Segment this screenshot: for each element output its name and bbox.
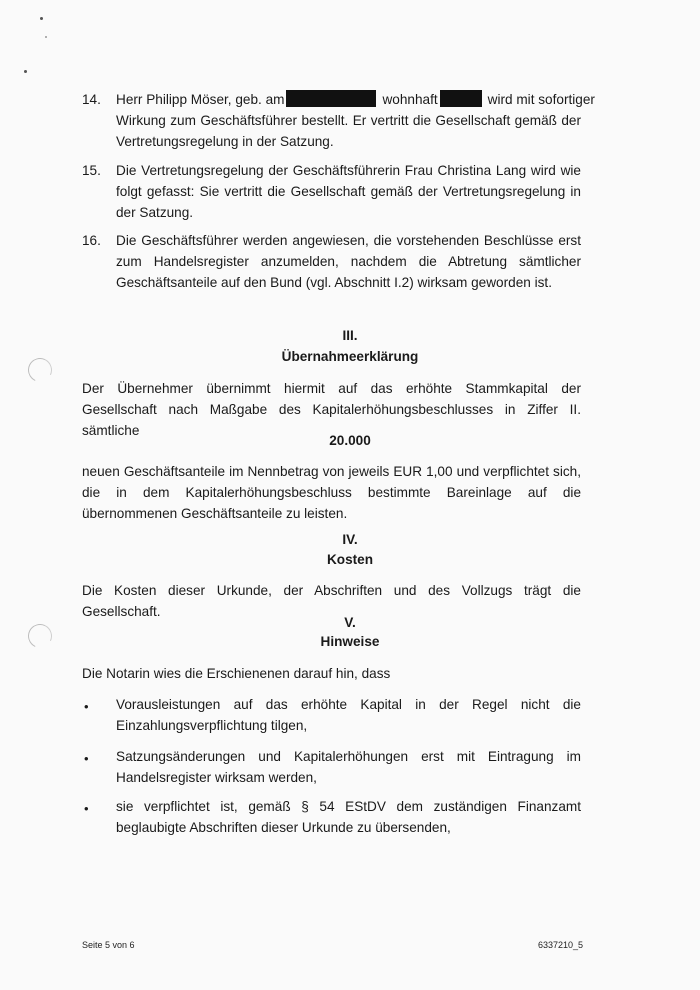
scan-speck [40, 17, 43, 20]
item-number: 14. [82, 92, 101, 107]
item-14-rest: Wirkung zum Geschäftsführer bestellt. Er vertritt die Gesellschaft gemäß der Vertretungsregelung in der Satzung. [116, 113, 581, 149]
share-amount: 20.000 [329, 433, 371, 448]
scan-speck [45, 36, 47, 38]
bullet-marker: • [84, 801, 89, 816]
item-14-text-c: wird mit sofortiger [487, 92, 595, 107]
redacted-address [440, 90, 482, 107]
section-5-intro: Die Notarin wies die Erschienenen darauf hin, dass [82, 666, 391, 681]
section-4-text: Die Kosten dieser Urkunde, der Abschriften und des Vollzugs trägt die Gesellschaft. [82, 583, 581, 619]
section-3-title: Übernahmeerklärung [281, 349, 419, 364]
bullet-marker: • [84, 699, 89, 714]
list-item: sie verpflichtet ist, gemäß § 54 EStDV dem zuständigen Finanzamt beglaubigte Abschriften dieser Urkunde zu übersenden, [116, 799, 581, 835]
item-number: 15. [82, 163, 101, 178]
redacted-birthdate [286, 90, 376, 107]
section-3-numeral: III. [342, 328, 358, 343]
item-16-text: Die Geschäftsführer werden angewiesen, die vorstehenden Beschlüsse erst zum Handelsregister anzumelden, nachdem die Abtretung sämtlicher Geschäftsanteile auf den Bund (vgl. Abschnitt I.2) wirksam geworden ist. [116, 233, 581, 290]
item-14-text-a: Herr Philipp Möser, geb. am [116, 92, 285, 107]
section-3-text: neuen Geschäftsanteile im Nennbetrag von jeweils EUR 1,00 und verpflichtet sich, die in dem Kapitalerhöhungsbeschluss bestimmte Bareinlage auf die übernommenen Geschäftsanteile zu leisten. [82, 464, 581, 521]
page-number: Seite 5 von 6 [82, 940, 135, 950]
section-4-title: Kosten [326, 552, 374, 567]
section-3-intro: Der Übernehmer übernimmt hiermit auf das erhöhte Stammkapital der Gesellschaft nach Maßgabe des Kapitalerhöhungsbeschlusses in Ziffer II. sämtliche [82, 381, 581, 438]
section-5-title: Hinweise [320, 634, 380, 649]
bullet-marker: • [84, 751, 89, 766]
section-4-numeral: IV. [342, 532, 358, 547]
list-item: Satzungsänderungen und Kapitalerhöhungen erst mit Eintragung im Handelsregister wirksam werden, [116, 749, 581, 785]
item-14-first-line [116, 89, 595, 110]
list-item: Vorausleistungen auf das erhöhte Kapital in der Regel nicht die Einzahlungsverpflichtung tilgen, [116, 697, 581, 733]
section-5-numeral: V. [344, 615, 356, 630]
scan-speck [24, 70, 27, 73]
document-id: 6337210_5 [538, 940, 584, 950]
item-14-text-b: wohnhaft [382, 92, 438, 107]
item-number: 16. [82, 233, 101, 248]
item-15-text: Die Vertretungsregelung der Geschäftsführerin Frau Christina Lang wird wie folgt gefasst: Sie vertritt die Gesellschaft gemäß der Vertretungsregelung in der Satzung. [116, 163, 581, 220]
